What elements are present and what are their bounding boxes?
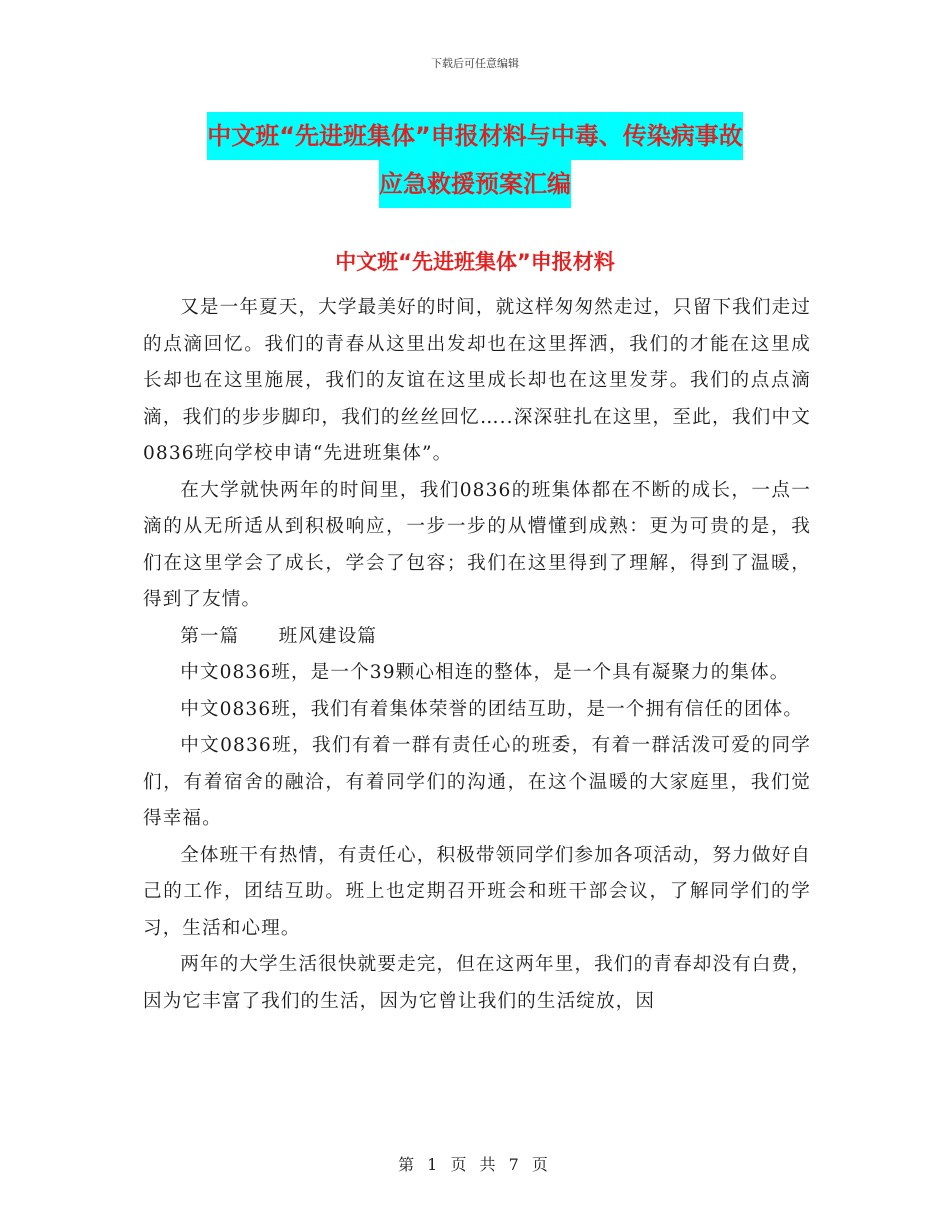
header-note: 下载后可任意编辑 [431, 57, 519, 70]
document-title [140, 112, 810, 208]
paragraph: 两年的大学生活很快就要走完，但在这两年里，我们的青春却没有白费，因为它丰富了我们的生活，因为它曾让我们的生活绽放，因 [143, 954, 811, 1012]
paragraph: 中文0836班，我们有着一群有责任心的班委，有着一群活泼可爱的同学们，有着宿舍的融洽，有着同学们的沟通，在这个温暖的大家庭里，我们觉得幸福。 [143, 735, 811, 829]
paragraph: 在大学就快两年的时间里，我们0836的班集体都在不断的成长，一点一滴的从无所适从到积极响应，一步一步的从懵懂到成熟：更为可贵的是，我们在这里学会了成长，学会了包容；我们在这里得到了理解，得到了温暖，得到了友情。 [143, 479, 811, 610]
chapter-heading: 第一篇 班风建设篇 [180, 625, 378, 647]
title-line-1: 中文班“先进班集体”申报材料与中毒、传染病事故 [207, 112, 743, 160]
paragraph: 全体班干有热情，有责任心，积极带领同学们参加各项活动，努力做好自己的工作，团结互助。班上也定期召开班会和班干部会议，了解同学们的学习，生活和心理。 [143, 844, 811, 939]
page-footer: 第 1 页 共 7 页 [398, 1155, 552, 1174]
paragraph: 中文0836班，是一个39颗心相连的整体，是一个具有凝聚力的集体。 [180, 662, 790, 683]
paragraph: 又是一年夏天，大学最美好的时间，就这样匆匆然走过，只留下我们走过的点滴回忆。我们的青春从这里出发却也在这里挥洒，我们的才能在这里成长却也在这里施展，我们的友谊在这里成长却也在这里发芽。我们的点点滴滴，我们的步步脚印，我们的丝丝回忆…..深深驻扎在这里，至此，我们中文0836班向学校申请“先进班集体”。 [143, 297, 811, 464]
title-line-2: 应急救援预案汇编 [379, 160, 571, 208]
paragraph: 中文0836班，我们有着集体荣誉的团结互助，是一个拥有信任的团体。 [180, 698, 804, 720]
body-text [143, 290, 811, 1020]
section-title: 中文班“先进班集体”申报材料 [335, 250, 615, 274]
